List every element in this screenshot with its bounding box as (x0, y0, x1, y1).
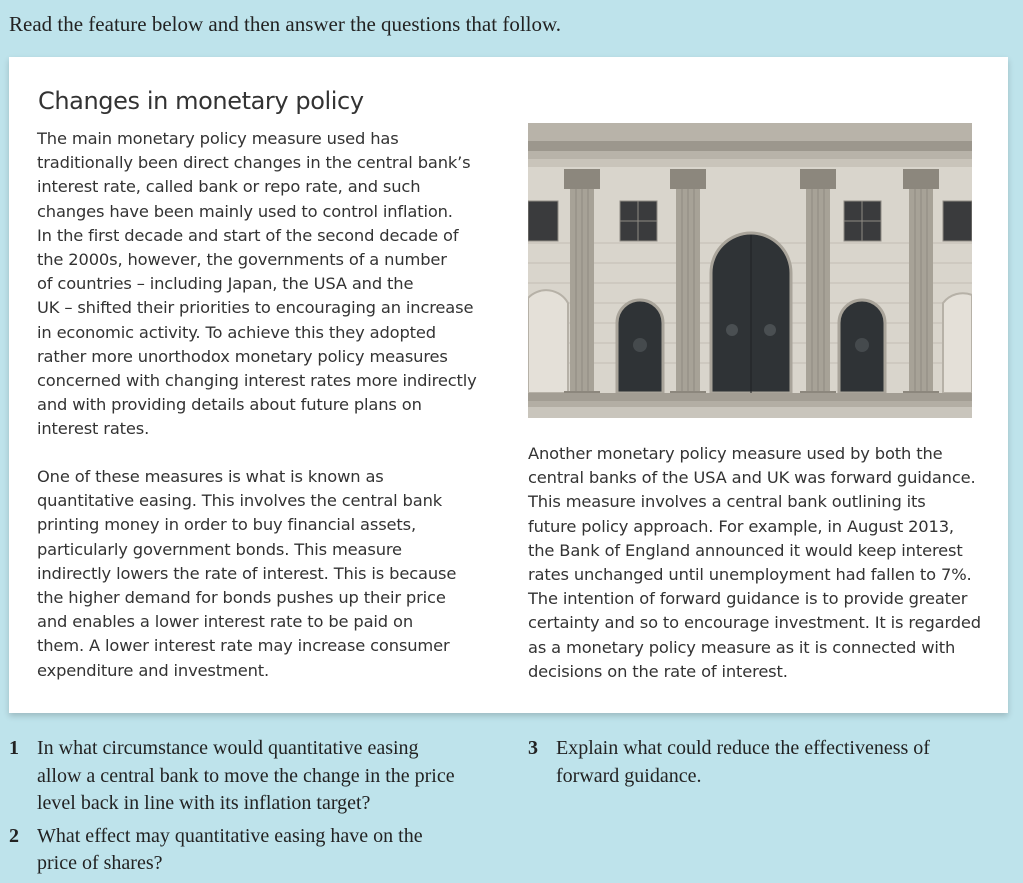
text-line: as a monetary policy measure as it is connected with (528, 637, 956, 657)
text-line: particularly government bonds. This measure (37, 539, 402, 559)
text-line: quantitative easing. This involves the central bank (37, 491, 443, 511)
questions-column-left (9, 735, 455, 883)
text-line: allow a central bank to move the change in the price (37, 764, 455, 787)
text-line: Explain what could reduce the effectiveness of (556, 737, 930, 759)
text-line: certainty and so to encourage investment. It is regarded (528, 613, 981, 633)
question-text (556, 735, 930, 790)
text-line: printing money in order to buy financial assets, (37, 515, 416, 535)
text-line: of countries – including Japan, the USA and the (37, 274, 414, 294)
text-line: them. A lower interest rate may increase consumer (37, 636, 450, 656)
question-number: 3 (528, 737, 538, 759)
question-3 (528, 735, 930, 790)
question-text (37, 735, 455, 818)
text-line: In the first decade and start of the second decade of (37, 225, 459, 245)
text-line: One of these measures is what is known as (37, 467, 384, 486)
bank-of-england-photo (528, 123, 972, 418)
instruction-text: Read the feature below and then answer the questions that follow. (9, 12, 562, 36)
text-line: The main monetary policy measure used has (37, 129, 399, 148)
text-line: central banks of the USA and UK was forward guidance. (528, 468, 976, 488)
text-line: forward guidance. (556, 764, 702, 787)
question-2 (9, 823, 455, 878)
text-line: the Bank of England announced it would keep interest (528, 540, 963, 560)
question-number: 1 (9, 737, 19, 759)
text-line: in economic activity. To achieve this they adopted (37, 322, 436, 342)
text-line: This measure involves a central bank outlining its (528, 492, 926, 512)
feature-title: Changes in monetary policy (38, 87, 364, 115)
text-line: and with providing details about future plans on (37, 395, 422, 415)
text-line: future policy approach. For example, in August 2013, (528, 516, 954, 536)
text-line: In what circumstance would quantitative easing (37, 737, 419, 759)
text-line: the higher demand for bonds pushes up their price (37, 588, 446, 608)
paragraph-3 (528, 442, 981, 684)
text-line: Another monetary policy measure used by both the (528, 444, 943, 463)
building-illustration (528, 123, 972, 418)
question-number: 2 (9, 824, 19, 847)
text-line: What effect may quantitative easing have on the (37, 824, 423, 847)
text-line: interest rate, called bank or repo rate, and such (37, 177, 421, 197)
feature-card (9, 57, 1008, 713)
text-line: the 2000s, however, the governments of a number (37, 250, 447, 270)
text-line: rates unchanged until unemployment had fallen to 7%. (528, 565, 972, 585)
text-line: UK – shifted their priorities to encouraging an increase (37, 298, 474, 318)
text-line: concerned with changing interest rates more indirectly (37, 371, 477, 391)
text-line: indirectly lowers the rate of interest. This is because (37, 563, 457, 583)
text-line: interest rates. (37, 419, 150, 439)
text-line: changes have been mainly used to control inflation. (37, 201, 453, 221)
text-line: expenditure and investment. (37, 660, 269, 680)
text-line: decisions on the rate of interest. (528, 661, 788, 681)
text-line: and enables a lower interest rate to be paid on (37, 612, 413, 632)
question-text (37, 823, 455, 878)
paragraph-2 (37, 465, 456, 683)
questions-column-right (528, 735, 930, 795)
question-1 (9, 735, 455, 818)
text-line: level back in line with its inflation target? (37, 792, 371, 814)
text-line: rather more unorthodox monetary policy measures (37, 346, 448, 366)
text-line: The intention of forward guidance is to provide greater (528, 589, 968, 609)
paragraph-1 (37, 127, 477, 442)
text-line: traditionally been direct changes in the central bank’s (37, 153, 471, 173)
text-line: price of shares? (37, 852, 163, 874)
